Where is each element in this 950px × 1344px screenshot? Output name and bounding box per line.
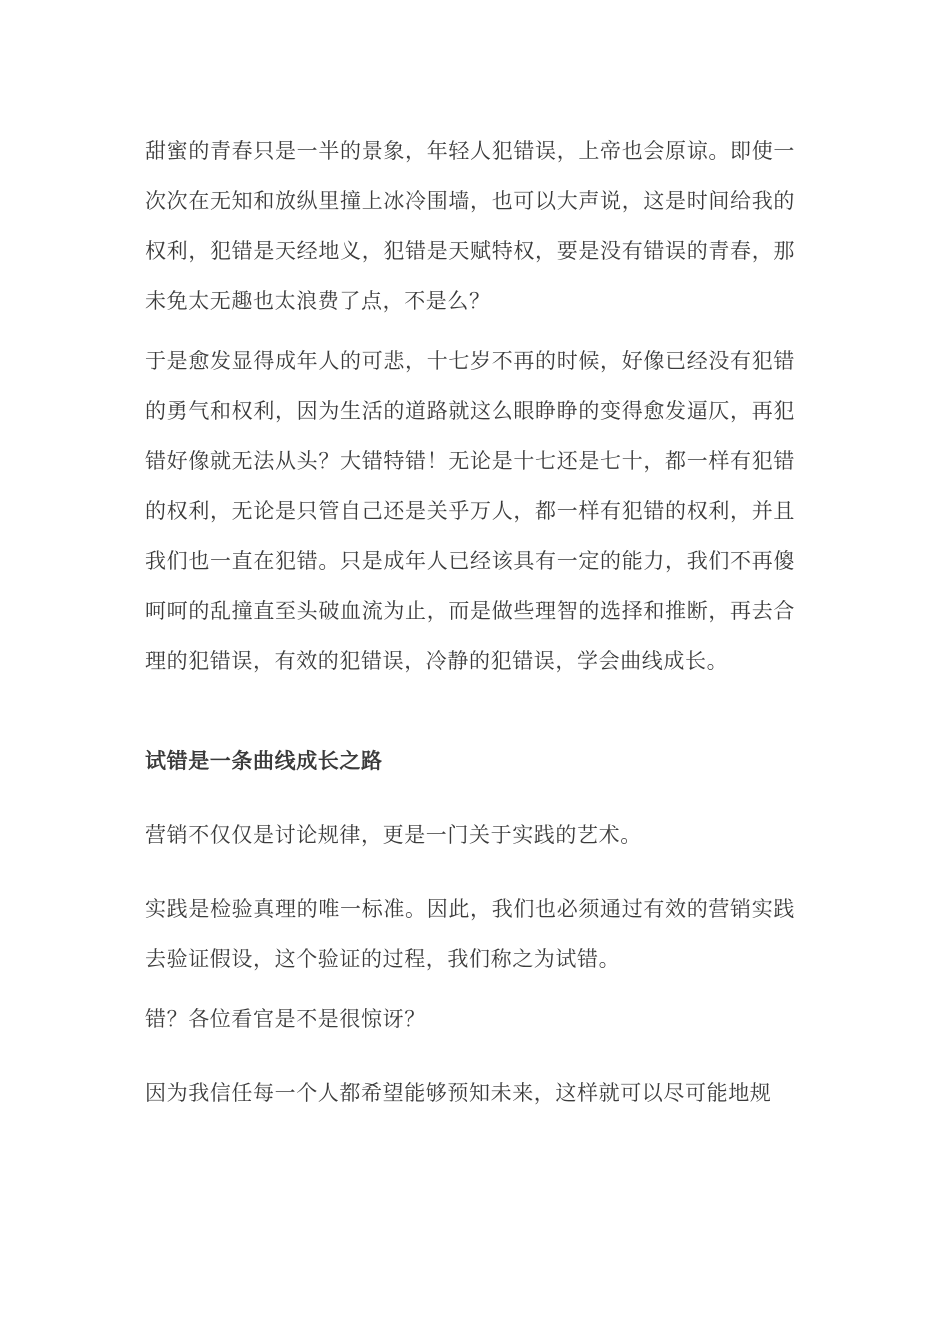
paragraph-adults: 于是愈发显得成年人的可悲，十七岁不再的时候，好像已经没有犯错的勇气和权利，因为生活的道路就这么眼睁睁的变得愈发逼仄，再犯错好像就无法从头？大错特错！无论是十七还是七十，都一样有犯错的权利，无论是只管自己还是关乎万人，都一样有犯错的权利，并且我们也一直在犯错。只是成年人已经该具有一定的能力，我们不再傻呵呵的乱撞直至头破血流为止，而是做些理智的选择和推断，再去合理的犯错误，有效的犯错误，冷静的犯错误，学会曲线成长。 — [145, 349, 795, 673]
paragraph-practice: 实践是检验真理的唯一标准。因此，我们也必须通过有效的营销实践去验证假设，这个验证的过程，我们称之为试错。 — [145, 897, 795, 971]
paragraph-predict: 因为我信任每一个人都希望能够预知未来，这样就可以尽可能地规 — [145, 1081, 772, 1105]
paragraph-gap — [145, 326, 795, 336]
section-heading: 试错是一条曲线成长之路 — [145, 748, 383, 773]
paragraph-gap — [145, 984, 795, 994]
paragraph-marketing: 营销不仅仅是讨论规律，更是一门关于实践的艺术。 — [145, 823, 642, 847]
paragraph-youth: 甜蜜的青春只是一半的景象，年轻人犯错误，上帝也会原谅。即使一次次在无知和放纵里撞上冰冷围墙，也可以大声说，这是时间给我的权利，犯错是天经地义，犯错是天赋特权，要是没有错误的青春，那未免太无趣也太浪费了点，不是么？ — [145, 139, 795, 313]
document-page — [145, 126, 795, 1118]
paragraph-gap — [145, 786, 795, 810]
paragraph-gap — [145, 1044, 795, 1068]
section-gap — [145, 686, 795, 736]
paragraph-question: 错？各位看官是不是很惊讶？ — [145, 1007, 426, 1031]
paragraph-gap — [145, 860, 795, 884]
